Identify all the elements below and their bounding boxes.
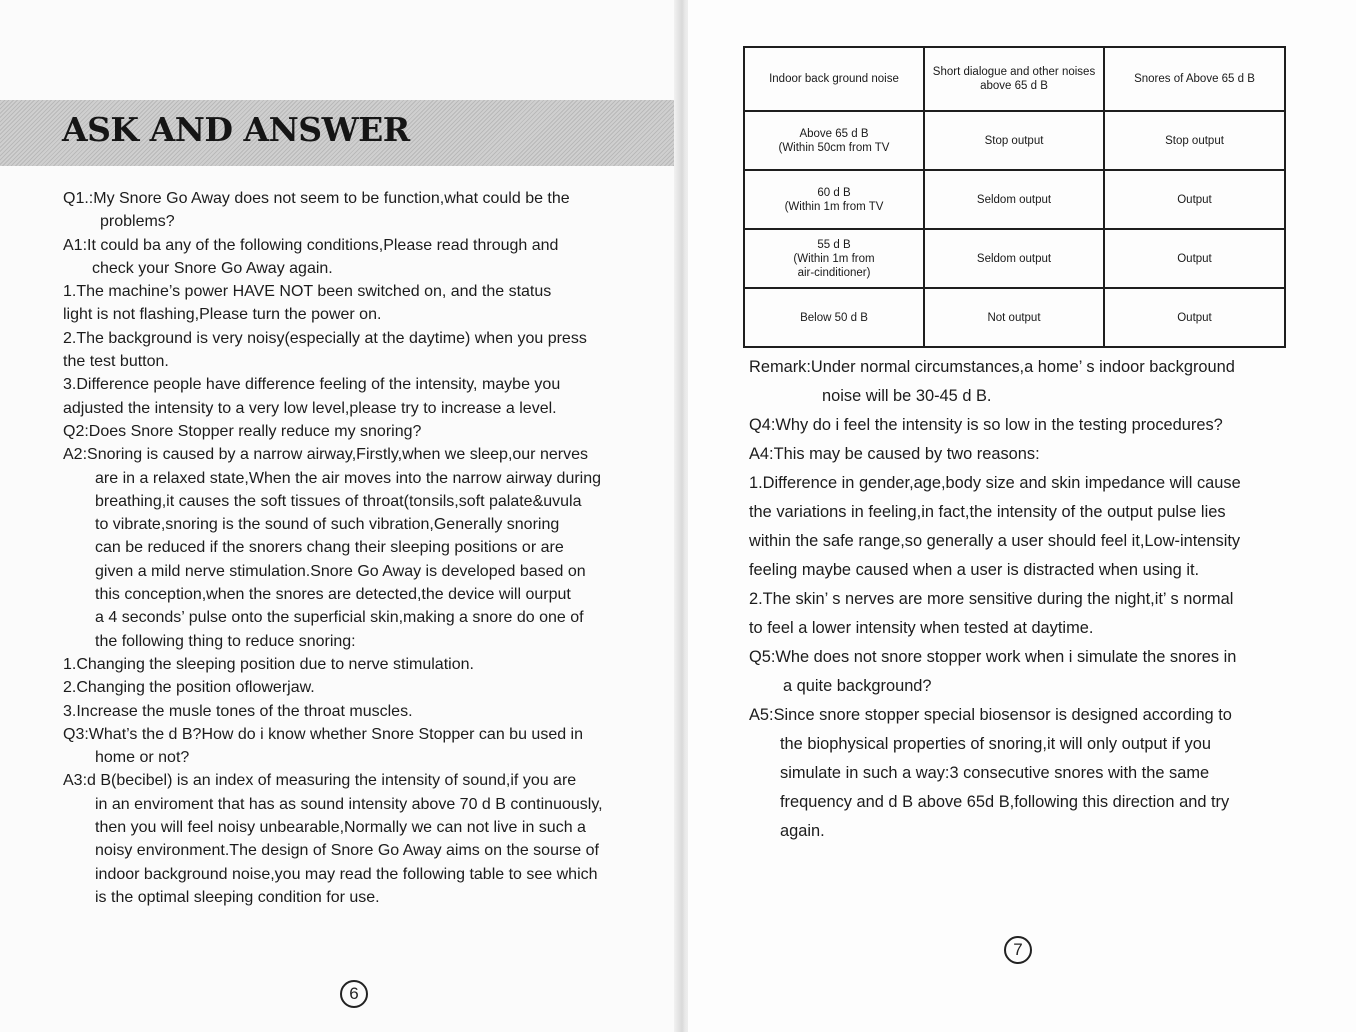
text-line: then you will feel noisy unbearable,Normally we can not live in such a — [95, 819, 586, 837]
table-row — [744, 288, 1285, 347]
text-line: given a mild nerve stimulation.Snore Go Away is developed based on — [95, 562, 586, 580]
table-header-cell: Snores of Above 65 d B — [1104, 47, 1285, 111]
text-line: the biophysical properties of snoring,it will only output if you — [780, 735, 1211, 753]
text-line: A5:Since snore stopper special biosensor is designed according to — [749, 706, 1232, 724]
text-line: 1.The machine’s power HAVE NOT been switched on, and the status — [63, 283, 552, 301]
page-number-left: 6 — [340, 980, 368, 1008]
text-line: in an enviroment that has as sound intensity above 70 d B continuously, — [95, 795, 603, 813]
snores-output-cell: Output — [1104, 288, 1285, 347]
text-line: to vibrate,snoring is the sound of such vibration,Generally snoring — [95, 516, 560, 534]
text-line: Remark:Under normal circumstances,a home’ s indoor background — [749, 358, 1235, 376]
text-line: is the optimal sleeping condition for use. — [95, 888, 380, 906]
left-page-text — [63, 187, 663, 909]
text-line: the following thing to reduce snoring: — [95, 632, 356, 650]
text-line: the test button. — [63, 353, 169, 371]
noise-level-text: (Within 1m from TV — [784, 200, 884, 213]
text-line: the variations in feeling,in fact,the intensity of the output pulse lies — [749, 503, 1226, 521]
text-line: indoor background noise,you may read the following table to see which — [95, 865, 598, 883]
text-line: Q1.:My Snore Go Away does not seem to be function,what could be the — [63, 190, 570, 207]
noise-level-cell — [744, 288, 924, 347]
text-line: this conception,when the snores are detected,the device will ourput — [95, 586, 571, 604]
text-line: breathing,it causes the soft tissues of throat(tonsils,soft palate&uvula — [95, 492, 582, 510]
text-line: problems? — [100, 213, 175, 231]
table-header-cell: Indoor back ground noise — [744, 47, 924, 111]
table-row — [744, 111, 1285, 170]
noise-level-text: 60 d B — [817, 186, 851, 199]
text-line: 1.Changing the sleeping position due to nerve stimulation. — [63, 655, 474, 673]
text-line: again. — [780, 822, 825, 840]
text-line: to feel a lower intensity when tested at daytime. — [749, 619, 1094, 637]
text-line: Q3:What’s the d B?How do i know whether Snore Stopper can bu used in — [63, 725, 584, 743]
text-line: adjusted the intensity to a very low level,please try to increase a level. — [63, 399, 557, 417]
dialogue-output-cell: Not output — [924, 288, 1104, 347]
dialogue-output-cell: Seldom output — [924, 170, 1104, 229]
noise-level-text: (Within 1m from — [793, 252, 875, 265]
noise-level-text: (Within 50cm from TV — [778, 141, 890, 154]
text-line: 2.Changing the position oflowerjaw. — [63, 679, 315, 697]
table-row — [744, 170, 1285, 229]
noise-level-text: Above 65 d B — [799, 127, 869, 140]
text-line: noisy environment.The design of Snore Go Away aims on the sourse of — [95, 842, 599, 860]
text-line: frequency and d B above 65d B,following this direction and try — [780, 793, 1230, 811]
text-line: 1.Difference in gender,age,body size and skin impedance will cause — [749, 474, 1241, 492]
text-line: noise will be 30-45 d B. — [822, 387, 992, 405]
text-line: light is not flashing,Please turn the power on. — [63, 306, 382, 324]
dialogue-output-cell: Stop output — [924, 111, 1104, 170]
noise-level-cell — [744, 170, 924, 229]
table-row — [744, 229, 1285, 288]
text-line: are in a relaxed state,When the air moves into the narrow airway during — [95, 469, 602, 487]
table-header-row — [744, 47, 1285, 111]
text-line: simulate in such a way:3 consecutive snores with the same — [780, 764, 1210, 782]
table-header-cell: Short dialogue and other noises above 65 d B — [924, 47, 1104, 111]
text-line: 3.Difference people have difference feeling of the intensity, maybe you — [63, 376, 561, 394]
noise-level-text: Below 50 d B — [800, 311, 868, 324]
noise-level-text: 55 d B — [817, 238, 851, 251]
table-body — [744, 111, 1285, 347]
text-line: feeling maybe caused when a user is distracted when using it. — [749, 561, 1200, 579]
text-line: a quite background? — [783, 677, 932, 695]
noise-level-text: air-cinditioner) — [797, 266, 871, 279]
snores-output-cell: Output — [1104, 170, 1285, 229]
dialogue-output-cell: Seldom output — [924, 229, 1104, 288]
text-line: can be reduced if the snorers chang their sleeping positions or are — [95, 539, 564, 557]
right-page-text — [749, 353, 1329, 846]
noise-table — [743, 46, 1286, 348]
text-line: Q5:Whe does not snore stopper work when i simulate the snores in — [749, 648, 1237, 666]
text-line: 2.The skin’ s nerves are more sensitive during the night,it’ s normal — [749, 590, 1234, 608]
noise-level-cell — [744, 229, 924, 288]
text-line: 2.The background is very noisy(especially at the daytime) when you press — [63, 329, 587, 347]
text-line: a 4 seconds’ pulse onto the superficial skin,making a snore do one of — [95, 609, 584, 627]
text-line: Q2:Does Snore Stopper really reduce my snoring? — [63, 422, 422, 440]
snores-output-cell: Stop output — [1104, 111, 1285, 170]
noise-level-cell — [744, 111, 924, 170]
text-line: Q4:Why do i feel the intensity is so low in the testing procedures? — [749, 416, 1223, 434]
text-line: check your Snore Go Away again. — [92, 259, 333, 277]
text-line: 3.Increase the musle tones of the throat muscles. — [63, 702, 413, 720]
text-line: home or not? — [95, 749, 190, 767]
text-line: A3:d B(becibel) is an index of measuring the intensity of sound,if you are — [63, 772, 577, 790]
page-number-right: 7 — [1004, 936, 1032, 964]
snores-output-cell: Output — [1104, 229, 1285, 288]
text-line: within the safe range,so generally a user should feel it,Low-intensity — [749, 532, 1241, 550]
text-line: A1:It could ba any of the following conditions,Please read through and — [63, 236, 559, 254]
text-line: A2:Snoring is caused by a narrow airway,Firstly,when we sleep,our nerves — [63, 446, 588, 464]
text-line: A4:This may be caused by two reasons: — [749, 445, 1040, 463]
page-title: ASK AND ANSWER — [62, 110, 410, 149]
